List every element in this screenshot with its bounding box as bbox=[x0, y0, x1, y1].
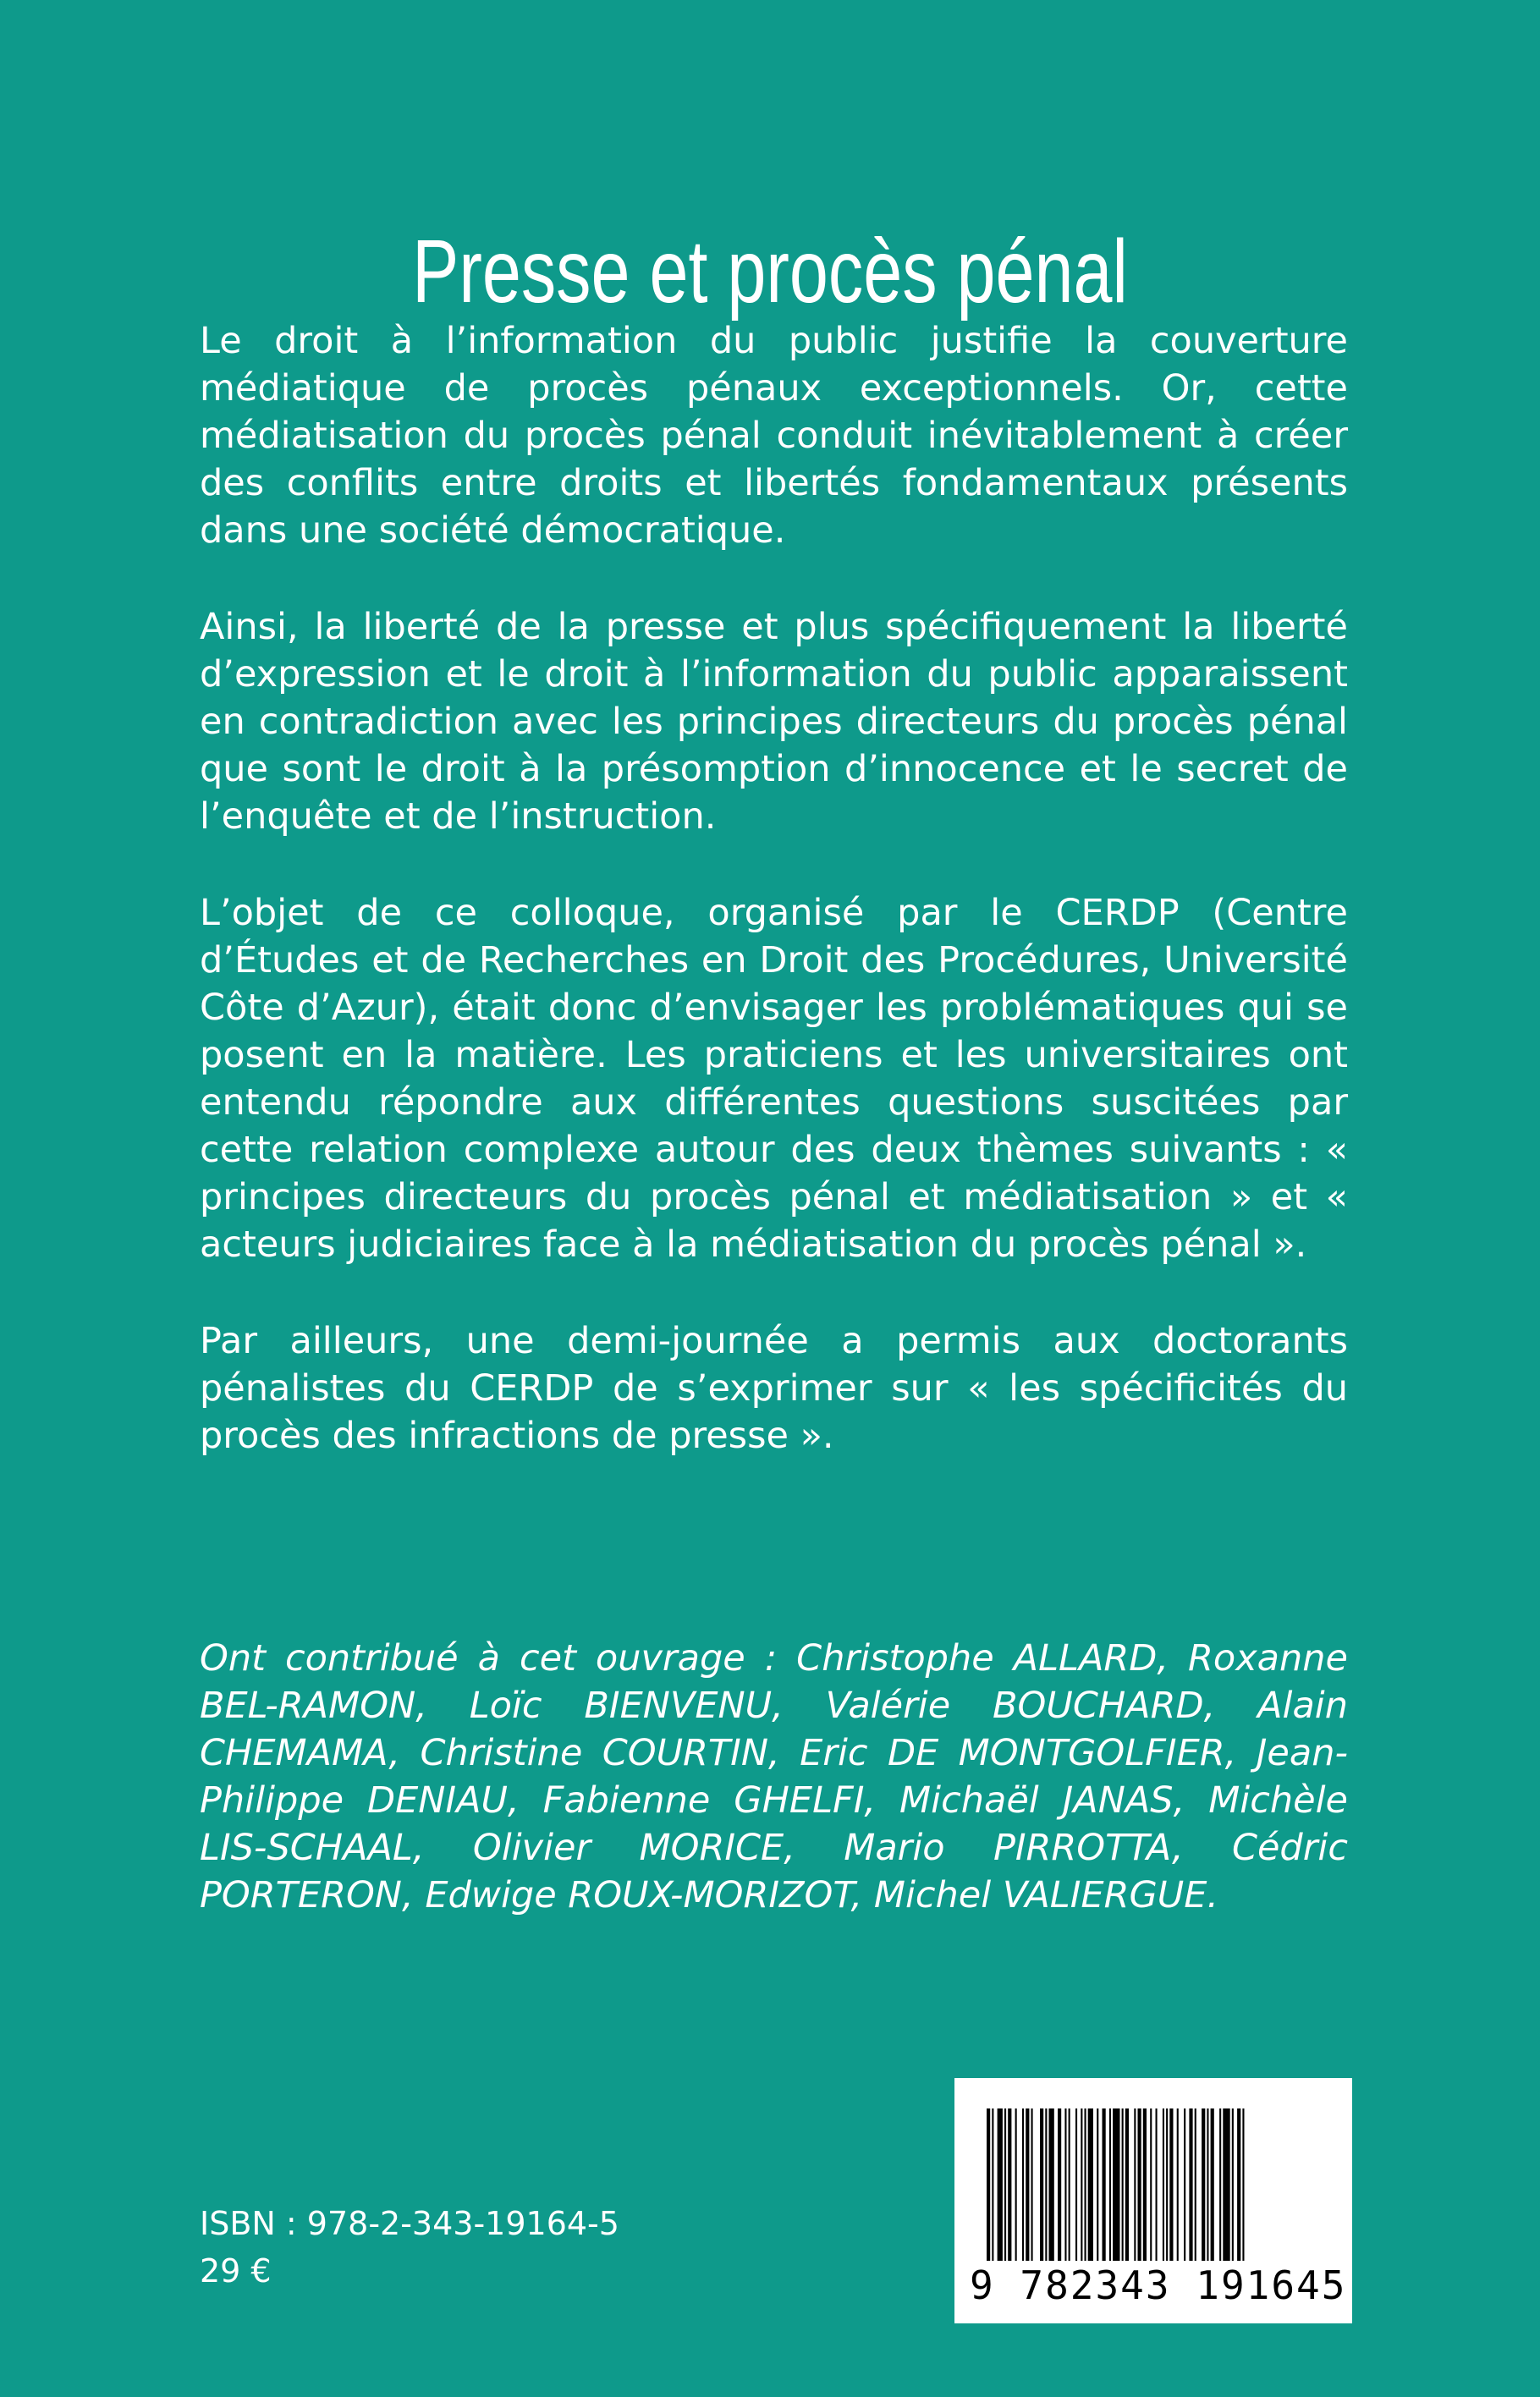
barcode-bars bbox=[987, 2108, 1325, 2261]
book-title: Presse et procès pénal bbox=[412, 222, 1128, 322]
barcode bbox=[954, 2078, 1352, 2323]
price: 29 € bbox=[200, 2252, 272, 2290]
barcode-bar bbox=[1242, 2108, 1244, 2261]
barcode-bar bbox=[1169, 2108, 1173, 2261]
barcode-bar bbox=[1163, 2108, 1164, 2261]
isbn-number: ISBN : 978-2-343-19164-5 bbox=[200, 2205, 619, 2242]
barcode-bar bbox=[1150, 2108, 1152, 2261]
barcode-bar bbox=[1189, 2108, 1192, 2261]
barcode-bar bbox=[1166, 2108, 1168, 2261]
barcode-bar bbox=[1085, 2108, 1086, 2261]
barcode-bar bbox=[1045, 2108, 1047, 2261]
barcode-bar bbox=[1088, 2108, 1093, 2261]
barcode-bar bbox=[1125, 2108, 1129, 2261]
barcode-bar bbox=[1177, 2108, 1179, 2261]
barcode-bar bbox=[1004, 2108, 1006, 2261]
barcode-bar bbox=[1232, 2108, 1234, 2261]
barcode-bar bbox=[1015, 2108, 1017, 2261]
summary-paragraph-1: Le droit à l’information du public justifie la couverture médiatique de procès pénaux exceptionnels. Or, cette médiatisation du procès pénal conduit inévitablement à créer des conflits entre droits et libertés fondamentaux présents dans une société démocratique. bbox=[200, 320, 1348, 552]
barcode-bar bbox=[1081, 2108, 1082, 2261]
barcode-bar bbox=[1219, 2108, 1221, 2261]
barcode-bar bbox=[1207, 2108, 1208, 2261]
barcode-bar bbox=[1113, 2108, 1119, 2261]
barcode-bar bbox=[1075, 2108, 1077, 2261]
back-cover-summary bbox=[200, 317, 1348, 1509]
barcode-bar bbox=[1026, 2108, 1029, 2261]
barcode-bar bbox=[1022, 2108, 1024, 2261]
barcode-bar bbox=[1156, 2108, 1158, 2261]
barcode-digits: 9 782343 191645 bbox=[970, 2262, 1347, 2308]
summary-paragraph-2: Ainsi, la liberté de la presse et plus spécifiquement la liberté d’expression et le droit à l’information du public apparaissent en contradiction avec les principes directeurs du procès pénal que sont le droit à la présomption d’innocence et le secret de l’enquête et de l’instruction. bbox=[200, 606, 1348, 838]
barcode-bar bbox=[1223, 2108, 1229, 2261]
isbn-price-block bbox=[200, 2200, 619, 2295]
barcode-bar bbox=[1097, 2108, 1098, 2261]
barcode-bar bbox=[1103, 2108, 1106, 2261]
barcode-bar bbox=[992, 2108, 993, 2261]
summary-paragraph-4: Par ailleurs, une demi-journée a permis aux doctorants pénalistes du CERDP de s’exprimer sur « les spécificités du procès des infractions de presse ». bbox=[200, 1320, 1348, 1457]
barcode-bar bbox=[1237, 2108, 1240, 2261]
barcode-bar bbox=[1122, 2108, 1124, 2261]
barcode-bar bbox=[1040, 2108, 1043, 2261]
barcode-bar bbox=[1064, 2108, 1066, 2261]
barcode-bar bbox=[1202, 2108, 1205, 2261]
barcode-bar bbox=[1049, 2108, 1054, 2261]
barcode-bar bbox=[1143, 2108, 1147, 2261]
barcode-bar bbox=[1069, 2108, 1070, 2261]
contributors-list: Ont contribué à cet ouvrage : Christophe ALLARD, Roxanne BEL-RAMON, Loïc BIENVENU, Valérie BOUCHARD, Alain CHEMAMA, Christine COURTIN, Eric DE MONTGOLFIER, Jean-Philippe DENIAU, Fabienne GHELFI, Michaël JANAS, Michèle LIS-SCHAAL, Olivier MORICE, Mario PIRROTTA, Cédric PORTERON, Edwige ROUX-MORIZOT, Michel VALIERGUE. bbox=[200, 1637, 1348, 1916]
barcode-bar bbox=[1138, 2108, 1141, 2261]
barcode-bar bbox=[1008, 2108, 1011, 2261]
barcode-bar bbox=[987, 2108, 990, 2261]
barcode-bar bbox=[1134, 2108, 1136, 2261]
summary-paragraph-3: L’objet de ce colloque, organisé par le CERDP (Centre d’Études et de Recherches en Droit des Procédures, Université Côte d’Azur), était donc d’envisager les problématiques qui se posent en la matière. Les praticiens et les universitaires ont entendu répondre aux différentes questions suscitées par cette relation complexe autour des deux thèmes suivants : « principes directeurs du procès pénal et médiatisation » et « acteurs judiciaires face à la médiatisation du procès pénal ». bbox=[200, 892, 1348, 1266]
barcode-bar bbox=[1195, 2108, 1196, 2261]
barcode-bar bbox=[1058, 2108, 1061, 2261]
barcode-bar bbox=[998, 2108, 1003, 2261]
barcode-bar bbox=[1184, 2108, 1185, 2261]
barcode-bar bbox=[1109, 2108, 1111, 2261]
barcode-bar bbox=[1031, 2108, 1033, 2261]
barcode-bar bbox=[1211, 2108, 1214, 2261]
